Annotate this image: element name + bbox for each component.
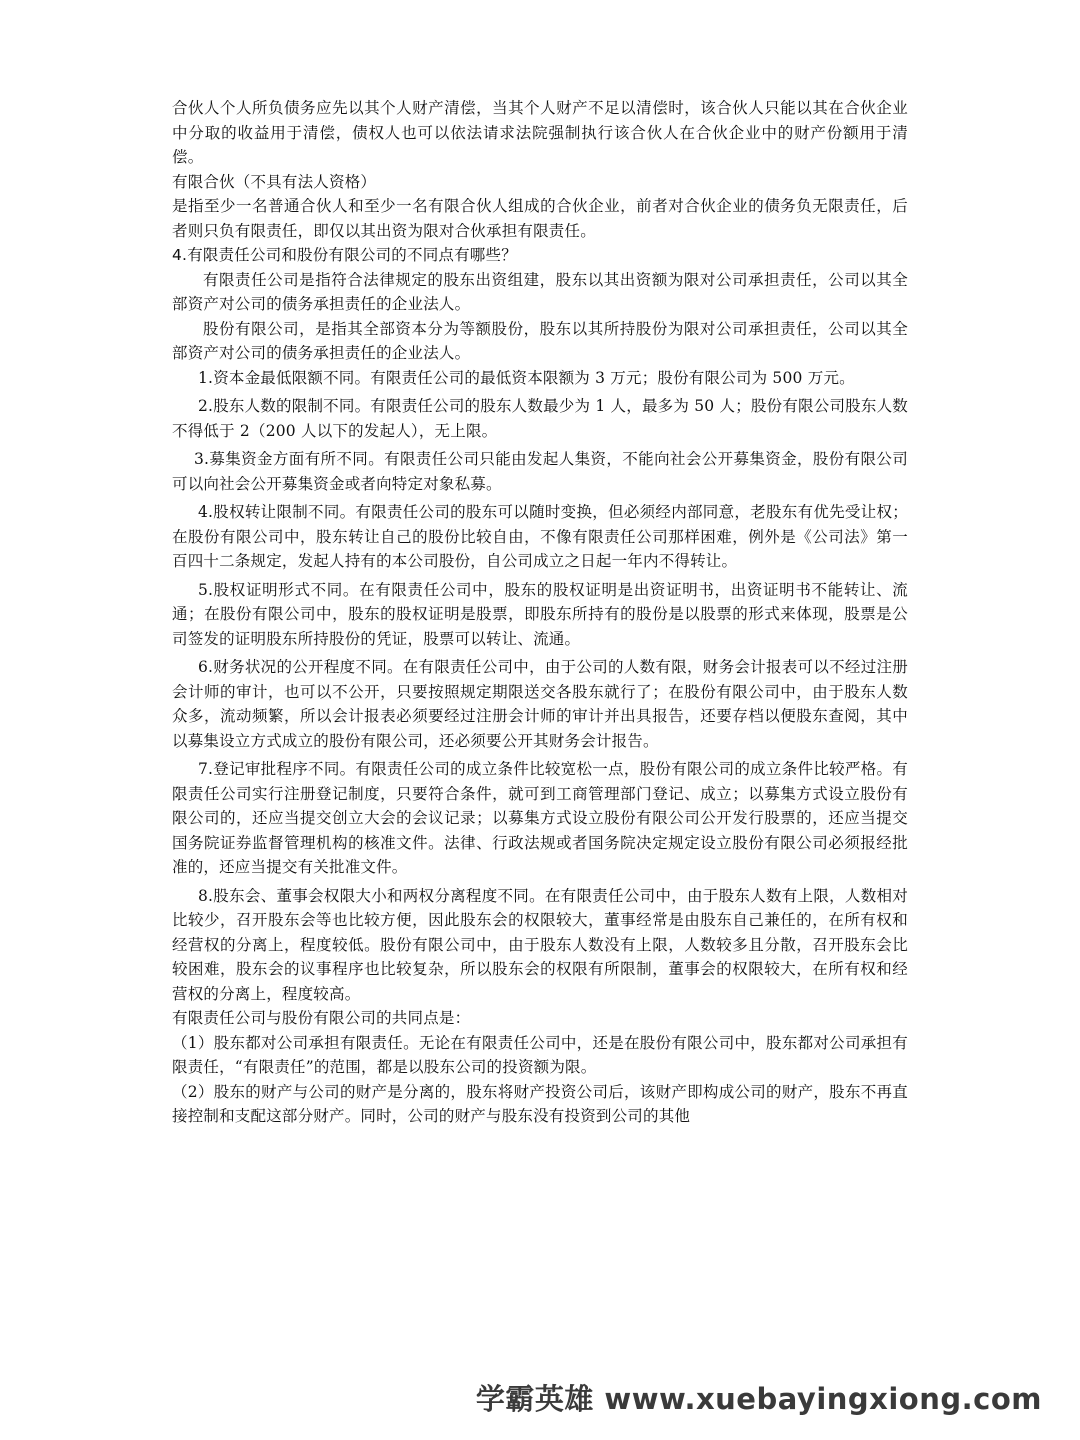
site-watermark: 学霸英雄 www.xuebayingxiong.com: [475, 1382, 1042, 1416]
heading-common-points: 有限责任公司与股份有限公司的共同点是：: [172, 1009, 471, 1027]
difference-item-2: 2.股东人数的限制不同。有限责任公司的股东人数最少为 1 人，最多为 50 人；股份有限公司股东人数不得低于 2（200 人以下的发起人），无上限。: [172, 397, 908, 440]
difference-item-7: 7.登记审批程序不同。有限责任公司的成立条件比较宽松一点，股份有限公司的成立条件比较严格。有限责任公司实行注册登记制度，只要符合条件，就可到工商管理部门登记、成立；以募集方式设立股份有限公司的，还应当提交创立大会的会议记录；以募集方式设立股份有限公司公开发行股票的，还应当提交国务院证券监督管理机构的核准文件。法律、行政法规或者国务院决定规定设立股份有限公司必须报经批准的，还应当提交有关批准文件。: [172, 760, 908, 876]
difference-item-4: 4.股权转让限制不同。有限责任公司的股东可以随时变换，但必须经内部同意，老股东有优先受让权；在股份有限公司中，股东转让自己的股份比较自由，不像有限责任公司那样困难，例外是《公司法》第一百四十二条规定，发起人持有的本公司股份，自公司成立之日起一年内不得转让。: [172, 503, 908, 570]
difference-item-6: 6.财务状况的公开程度不同。在有限责任公司中，由于公司的人数有限，财务会计报表可以不经过注册会计师的审计，也可以不公开，只要按照规定期限送交各股东就行了；在股份有限公司中，由于股东人数众多，流动频繁，所以会计报表必须要经过注册会计师的审计并出具报告，还要存档以便股东查阅，其中以募集设立方式成立的股份有限公司，还必须要公开其财务会计报告。: [172, 658, 908, 750]
common-point-1: （1）股东都对公司承担有限责任。无论在有限责任公司中，还是在股份有限公司中，股东都对公司承担有限责任，“有限责任”的范围，都是以股东公司的投资额为限。: [172, 1033, 908, 1076]
paragraph-partner-debt: 合伙人个人所负债务应先以其个人财产清偿，当其个人财产不足以清偿时，该合伙人只能以其在合伙企业中分取的收益用于清偿，债权人也可以依法请求法院强制执行该合伙人在合伙企业中的财产份额用于清偿。: [172, 99, 908, 166]
difference-item-3: 3.募集资金方面有所不同。有限责任公司只能由发起人集资，不能向社会公开募集资金，股份有限公司可以向社会公开募集资金或者向特定对象私募。: [172, 450, 908, 493]
difference-item-5: 5.股权证明形式不同。在有限责任公司中，股东的股权证明是出资证明书，出资证明书不能转让、流通；在股份有限公司中，股东的股权证明是股票，即股东所持有的股份是以股票的形式来体现，股票是公司签发的证明股东所持股份的凭证，股票可以转让、流通。: [172, 580, 908, 648]
heading-limited-partnership: 有限合伙（不具有法人资格）: [172, 172, 377, 191]
difference-item-8: 8.股东会、董事会权限大小和两权分离程度不同。在有限责任公司中，由于股东人数有上限，人数相对比较少，召开股东会等也比较方便，因此股东会的权限较大，董事经常是由股东自己兼任的，在所有权和经营权的分离上，程度较低。股份有限公司中，由于股东人数没有上限，人数较多且分散，召开股东会比较困难，股东会的议事程序也比较复杂，所以股东会的权限有所限制，董事会的权限较大，在所有权和经营权的分离上，程度较高。: [172, 886, 908, 1003]
paragraph-jsc-definition: 股份有限公司，是指其全部资本分为等额股份，股东以其所持股份为限对公司承担责任，公司以其全部资产对公司的债务承担责任的企业法人。: [172, 319, 908, 362]
paragraph-limited-partnership-definition: 是指至少一名普通合伙人和至少一名有限合伙人组成的合伙企业，前者对合伙企业的债务负无限责任，后者则只负有限责任，即仅以其出资为限对合伙承担有限责任。: [172, 197, 908, 240]
document-page: [172, 96, 908, 1129]
common-point-2: （2）股东的财产与公司的财产是分离的，股东将财产投资公司后，该财产即构成公司的财产，股东不再直接控制和支配这部分财产。同时，公司的财产与股东没有投资到公司的其他: [172, 1082, 908, 1125]
paragraph-llc-definition: 有限责任公司是指符合法律规定的股东出资组建，股东以其出资额为限对公司承担责任，公司以其全部资产对公司的债务承担责任的企业法人。: [172, 270, 908, 313]
question-heading-4: 4.有限责任公司和股份有限公司的不同点有哪些？: [172, 246, 517, 264]
difference-item-1: 1.资本金最低限额不同。有限责任公司的最低资本限额为 3 万元；股份有限公司为 500 万元。: [198, 368, 855, 387]
